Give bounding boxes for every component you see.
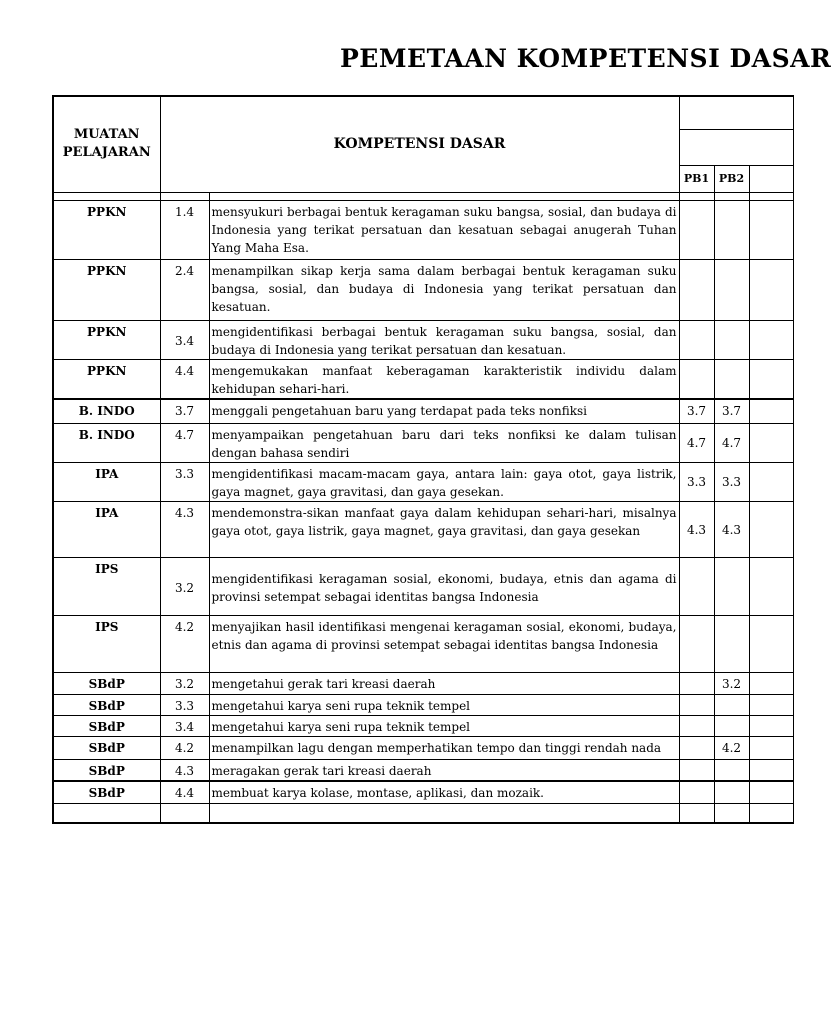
row-pb2: 3.7 (714, 399, 749, 424)
row-muatan: B. INDO (53, 399, 160, 424)
row-kd-number: 3.7 (160, 399, 209, 424)
header-pb-group-top (679, 96, 793, 129)
table-row (53, 399, 793, 424)
row-kd-number: 2.4 (160, 259, 209, 320)
spacer-cell (749, 192, 793, 200)
row-pb2 (714, 320, 749, 359)
row-pb2 (714, 558, 749, 616)
row-muatan: IPA (53, 463, 160, 502)
empty-cell (679, 803, 714, 823)
table-row (53, 695, 793, 716)
row-pb2: 3.2 (714, 673, 749, 695)
table-row (53, 424, 793, 463)
row-pb3 (749, 695, 793, 716)
row-pb1 (679, 760, 714, 782)
header-muatan: MUATAN PELAJARAN (53, 96, 160, 192)
row-pb3 (749, 359, 793, 399)
spacer-cell (714, 192, 749, 200)
row-pb1 (679, 781, 714, 803)
row-muatan: SBdP (53, 760, 160, 782)
row-muatan: SBdP (53, 716, 160, 737)
spacer-cell (160, 192, 209, 200)
row-pb1: 4.3 (679, 502, 714, 558)
row-pb3 (749, 502, 793, 558)
row-kd-text: menyampaikan pengetahuan baru dari teks nonfiksi ke dalam tulisan dengan bahasa sendiri (209, 424, 679, 463)
table-row (53, 781, 793, 803)
header-kompetensi-dasar: KOMPETENSI DASAR (160, 96, 679, 192)
row-pb1 (679, 716, 714, 737)
row-pb2: 4.3 (714, 502, 749, 558)
row-pb1 (679, 259, 714, 320)
row-kd-text: mengidentifikasi macam-macam gaya, antara lain: gaya otot, gaya listrik, gaya magnet, gaya gravitasi, dan gaya gesekan. (209, 463, 679, 502)
row-muatan: PPKN (53, 320, 160, 359)
row-pb2 (714, 200, 749, 259)
table-row (53, 716, 793, 737)
row-pb3 (749, 673, 793, 695)
row-pb3 (749, 737, 793, 760)
row-kd-number: 4.4 (160, 359, 209, 399)
row-kd-number: 4.2 (160, 616, 209, 673)
page-title: PEMETAAN KOMPETENSI DASAR (340, 44, 831, 73)
row-pb2 (714, 716, 749, 737)
row-kd-number: 4.7 (160, 424, 209, 463)
row-kd-text: membuat karya kolase, montase, aplikasi, dan mozaik. (209, 781, 679, 803)
row-muatan: SBdP (53, 737, 160, 760)
table-row (53, 673, 793, 695)
row-kd-number: 3.2 (160, 673, 209, 695)
row-pb2 (714, 760, 749, 782)
row-kd-number: 4.3 (160, 760, 209, 782)
row-pb2: 4.7 (714, 424, 749, 463)
competency-table (52, 95, 794, 824)
row-muatan: PPKN (53, 359, 160, 399)
row-pb3 (749, 463, 793, 502)
table-row (53, 737, 793, 760)
table-row (53, 760, 793, 782)
row-kd-text: mendemonstra-sikan manfaat gaya dalam kehidupan sehari-hari, misalnya gaya otot, gaya listrik, gaya magnet, gaya gravitasi, dan gaya gesekan (209, 502, 679, 558)
table-row (53, 259, 793, 320)
row-kd-text: menggali pengetahuan baru yang terdapat pada teks nonfiksi (209, 399, 679, 424)
row-muatan: SBdP (53, 695, 160, 716)
row-pb3 (749, 781, 793, 803)
header-pb2: PB2 (714, 165, 749, 192)
row-pb1 (679, 359, 714, 399)
row-pb2 (714, 781, 749, 803)
empty-cell (209, 803, 679, 823)
row-kd-text: menyajikan hasil identifikasi mengenai keragaman sosial, ekonomi, budaya, etnis dan agama di provinsi setempat sebagai identitas bangsa Indonesia (209, 616, 679, 673)
row-pb2 (714, 359, 749, 399)
row-muatan: PPKN (53, 200, 160, 259)
row-pb3 (749, 200, 793, 259)
row-kd-text: mengetahui karya seni rupa teknik tempel (209, 716, 679, 737)
row-pb3 (749, 558, 793, 616)
row-kd-number: 3.2 (160, 558, 209, 616)
row-kd-text: mensyukuri berbagai bentuk keragaman suku bangsa, sosial, dan budaya di Indonesia yang terikat persatuan dan kesatuan sebagai anugerah Tuhan Yang Maha Esa. (209, 200, 679, 259)
spacer-cell (53, 192, 160, 200)
row-muatan: IPS (53, 558, 160, 616)
spacer-cell (679, 192, 714, 200)
row-pb1: 3.7 (679, 399, 714, 424)
row-pb1 (679, 558, 714, 616)
row-kd-number: 4.2 (160, 737, 209, 760)
row-pb1: 3.3 (679, 463, 714, 502)
table-row (53, 616, 793, 673)
empty-cell (749, 803, 793, 823)
row-kd-text: mengidentifikasi keragaman sosial, ekonomi, budaya, etnis dan agama di provinsi setempat sebagai identitas bangsa Indonesia (209, 558, 679, 616)
row-kd-number: 4.3 (160, 502, 209, 558)
row-pb3 (749, 716, 793, 737)
row-pb3 (749, 399, 793, 424)
row-pb1 (679, 737, 714, 760)
row-pb1 (679, 673, 714, 695)
row-pb2 (714, 695, 749, 716)
competency-table-container (52, 95, 768, 830)
empty-cell (160, 803, 209, 823)
row-kd-number: 3.3 (160, 463, 209, 502)
row-pb2: 4.2 (714, 737, 749, 760)
row-pb1 (679, 616, 714, 673)
table-row (53, 359, 793, 399)
row-pb2 (714, 259, 749, 320)
table-row (53, 320, 793, 359)
table-row-empty (53, 803, 793, 823)
row-pb3 (749, 616, 793, 673)
header-pb-group (679, 129, 793, 165)
row-kd-number: 1.4 (160, 200, 209, 259)
row-muatan: PPKN (53, 259, 160, 320)
row-pb3 (749, 760, 793, 782)
row-muatan: IPA (53, 502, 160, 558)
row-pb2 (714, 616, 749, 673)
row-muatan: SBdP (53, 673, 160, 695)
row-kd-number: 4.4 (160, 781, 209, 803)
spacer-cell (209, 192, 679, 200)
row-muatan: IPS (53, 616, 160, 673)
row-pb1 (679, 695, 714, 716)
table-row (53, 200, 793, 259)
table-row (53, 502, 793, 558)
row-kd-text: meragakan gerak tari kreasi daerah (209, 760, 679, 782)
empty-cell (53, 803, 160, 823)
table-row (53, 463, 793, 502)
header-pb3 (749, 165, 793, 192)
row-kd-number: 3.4 (160, 320, 209, 359)
row-pb2: 3.3 (714, 463, 749, 502)
row-pb1 (679, 320, 714, 359)
row-pb3 (749, 320, 793, 359)
header-pb1: PB1 (679, 165, 714, 192)
row-kd-text: mengidentifikasi berbagai bentuk keragaman suku bangsa, sosial, dan budaya di Indonesia yang terikat persatuan dan kesatuan. (209, 320, 679, 359)
table-row (53, 558, 793, 616)
empty-cell (714, 803, 749, 823)
row-kd-text: menampilkan lagu dengan memperhatikan tempo dan tinggi rendah nada (209, 737, 679, 760)
row-kd-text: mengetahui karya seni rupa teknik tempel (209, 695, 679, 716)
row-kd-text: mengetahui gerak tari kreasi daerah (209, 673, 679, 695)
row-kd-text: menampilkan sikap kerja sama dalam berbagai bentuk keragaman suku bangsa, sosial, dan budaya di Indonesia yang terikat persatuan dan kesatuan. (209, 259, 679, 320)
row-muatan: SBdP (53, 781, 160, 803)
row-pb1 (679, 200, 714, 259)
row-muatan: B. INDO (53, 424, 160, 463)
row-pb3 (749, 424, 793, 463)
row-kd-number: 3.4 (160, 716, 209, 737)
row-kd-text: mengemukakan manfaat keberagaman karakteristik individu dalam kehidupan sehari-hari. (209, 359, 679, 399)
row-kd-number: 3.3 (160, 695, 209, 716)
row-pb1: 4.7 (679, 424, 714, 463)
row-pb3 (749, 259, 793, 320)
